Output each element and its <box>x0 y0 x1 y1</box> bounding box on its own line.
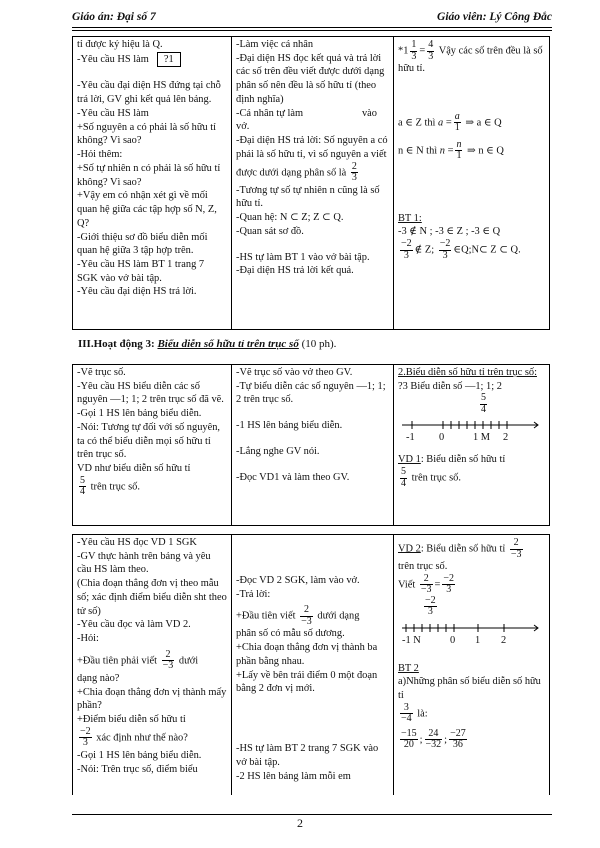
student-column <box>232 535 394 795</box>
fraction: $\frac{2}{3}$ <box>351 160 357 184</box>
point-label: $\frac{-2}{3}$ <box>425 594 436 618</box>
text-line: -Yêu cầu HS làm <box>77 107 149 119</box>
board-column <box>394 37 549 329</box>
text-line: -Nói: Trên trục số, điểm biểu <box>77 763 198 775</box>
text-line: (Chia đoạn thẳng đơn vị theo mẫu số; xác định điểm biểu diễn sht theo tử số) <box>77 578 227 617</box>
teacher-column <box>73 37 232 329</box>
student-column <box>232 365 394 525</box>
math-line: a ∈ Z thì a = $\frac{a}{1}$ ⇒ a ∈ Q <box>398 110 502 134</box>
text-line: -Giới thiệu sơ đồ biểu diễn mối quan hệ giữa 3 tập hợp trên. <box>77 231 208 257</box>
exercise-title: BT 1: <box>398 212 422 224</box>
text-line: -Yêu cầu đại diện HS đứng tại chỗ trả lời, GV ghi kết quả lên bảng. <box>77 80 221 106</box>
text-line: -Yêu cầu HS đọc VD 1 SGK <box>77 537 197 548</box>
page-number: 2 <box>297 816 303 830</box>
text-line: +Chia đoạn thẳng đơn vị thành ba phần bằng nhau. <box>236 642 378 667</box>
text-line: trên trục số. <box>398 561 448 572</box>
board-column <box>394 535 549 795</box>
text-line: -1 HS lên bảng biểu diễn. <box>236 420 343 432</box>
number-line: -1 N 0 1 2 <box>398 620 545 648</box>
text-line: -Đại diện HS trả lời: Số nguyên a có phải là số hữu tỉ, vì số nguyên a viết được dưới dạng phân số là $\frac{2}{3}$ <box>236 135 388 184</box>
point-label: $\frac{5}{4}$ <box>481 392 486 415</box>
text-line: -Nói: Tương tự đối với số nguyên, ta có thể biểu diễn mọi số hữu tỉ trên trục số. <box>77 421 220 461</box>
text-line: $\frac{-2}{3}$ xác định như thế nào? <box>80 725 188 749</box>
exercise-title: BT 2 <box>398 662 419 674</box>
text-line: -Vẽ trục số vào vở theo GV. <box>236 367 353 378</box>
text-line: vở. <box>236 121 250 133</box>
table-activity-3b <box>72 534 550 795</box>
text-line: ?3 Biểu diễn số —1; 1; 2 <box>398 380 502 392</box>
text-line: +Điểm biểu diễn số hữu tỉ <box>77 714 186 726</box>
text-line: tỉ được ký hiệu là Q. <box>77 39 163 50</box>
math-line: $\frac{-2}{3}$ ∉ Z; $\frac{-2}{3}$ ∈Q;N⊂ Z ⊂ Q. <box>401 238 521 261</box>
text-line: -Hỏi thêm: <box>77 149 123 161</box>
board-column <box>394 365 549 525</box>
text-line: +Đầu tiên phải viết $\frac{2}{-3}$ dưới <box>77 648 199 672</box>
subsection-title: 2.Biểu diễn số hữu tỉ trên trục số: <box>398 367 537 378</box>
text-line: +Lấy về bên trái điểm 0 một đoạn bằng 2 đơn vị mới. <box>236 669 378 695</box>
text-line: -Đại diện HS đọc kết quả và trả lời các số trên đều viết được dưới dạng phân số nên đều là số hữu tỉ (theo định nghĩa) <box>236 52 385 105</box>
text-line: -Yêu cầu đọc và làm VD 2. <box>77 619 191 631</box>
math-line: $\frac{-15}{20}$ ; $\frac{24}{-32}$ ; $\frac{-27}{36}$ <box>401 727 466 751</box>
math-line: -3 ∉ N ; -3 ∈ Z ; -3 ∈ Q <box>398 226 501 238</box>
text-line: -Yêu cầu HS làm BT 1 trang 7 SGK vào vở bài tập. <box>77 259 205 284</box>
question-box: ?1 <box>157 52 181 68</box>
teacher-column <box>73 535 232 795</box>
text-line: -Đọc VD 2 SGK, làm vào vở. <box>236 575 360 586</box>
page-header <box>72 10 552 26</box>
footer-rule <box>72 814 552 815</box>
table-activity-3a <box>72 364 550 526</box>
text-line: dạng nào? <box>77 672 120 684</box>
text-line: +Số nguyên a có phải là số hữu tỉ không? Vì sao? <box>77 121 217 147</box>
number-line: -1 0 1 M 2 <box>398 417 545 445</box>
text-line: a)Những phân số biểu diễn số hữu tỉ <box>398 676 541 702</box>
text-line: -Hỏi: <box>77 633 99 645</box>
math-line: Viết $\frac{2}{-3}$ = $\frac{-2}{3}$ <box>398 572 455 596</box>
text-line: -Vẽ trục số. <box>77 367 126 378</box>
text-line: +Số tự nhiên n có phải là số hữu tỉ không? Vì sao? <box>77 162 221 188</box>
text-line: VD như biểu diễn số hữu tỉ <box>77 463 191 475</box>
text-line: -Đọc VD1 và làm theo GV. <box>236 471 350 483</box>
header-rule <box>72 27 552 31</box>
text-line: -Gọi 1 HS lên bảng biểu diễn. <box>77 408 202 420</box>
text-line: -Tự biểu diễn các số nguyên —1; 1; 2 trên trục số. <box>236 380 386 406</box>
text-line: -Quan sát sơ đồ. <box>236 225 304 237</box>
text-line: VD 1: Biểu diễn số hữu tỉ <box>398 454 506 466</box>
student-column <box>232 37 394 329</box>
text-line: -Cá nhân tự làm vào <box>236 107 377 119</box>
header-left: Giáo án: Đại số 7 <box>72 11 156 23</box>
teacher-column <box>73 365 232 525</box>
header-right: Giáo viên: Lý Công Đắc <box>437 11 552 23</box>
math-line: n ∈ N thì n = $\frac{n}{1}$ ⇒ n ∈ Q <box>398 138 504 162</box>
text-line: -HS tự làm BT 1 vào vở bài tập. <box>236 251 370 263</box>
math-line: $\frac{3}{-4}$ là: <box>401 701 428 725</box>
text-line: -Gọi 1 HS lên bảng biểu diễn. <box>77 749 202 761</box>
text-line: +Chia đoạn thẳng đơn vị thành mấy phần? <box>77 686 227 712</box>
text-line: VD 2: Biểu diễn số hữu tỉ $\frac{2}{-3}$ <box>398 537 522 560</box>
text-line: -Trả lời: <box>236 588 271 600</box>
text-line: -Lắng nghe GV nói. <box>236 445 320 457</box>
text-line: -Đại diện HS trả lời kết quả. <box>236 265 354 277</box>
text-line: -Yêu cầu HS biểu diễn các số nguyên —1; 1; 2 trên trục số đã vẽ. <box>77 380 224 406</box>
text-line: -Quan hệ: N ⊂ Z; Z ⊂ Q. <box>236 212 344 224</box>
text-line: -HS tự làm BT 2 trang 7 SGK vào vở bài tập. <box>236 743 379 768</box>
text-line: -Làm việc cá nhân <box>236 39 314 50</box>
text-line: $\frac{5}{4}$ trên trục số. <box>80 474 140 498</box>
text-line: -2 HS lên bảng làm mỗi em <box>236 770 351 782</box>
math-line: *1 $\frac{1}{3}$ = $\frac{4}{3}$ Vậy các số trên đều là số hữu tỉ. <box>398 39 543 74</box>
text-line: +Đầu tiên viết $\frac{2}{-3}$ dưới dạng <box>236 604 360 627</box>
text-line: -Yêu cầu đại diện HS trả lời. <box>77 286 197 298</box>
text-line: -GV thực hành trên bảng và yêu cầu HS làm theo. <box>77 550 211 576</box>
text-line: -Tương tự số tự nhiên n cũng là số hữu tỉ. <box>236 184 380 210</box>
text-line: +Vậy em có nhận xét gì về mối quan hệ giữa các tập hợp số N, Z, Q? <box>77 190 217 229</box>
text-line: $\frac{5}{4}$ trên trục số. <box>401 466 461 489</box>
text-line: phân số có mẫu số dương. <box>236 628 345 640</box>
section-heading: III.Hoạt động 3: Biểu diễn số hữu tỉ trên trục số (10 ph). <box>78 338 337 350</box>
table-activity-2 <box>72 36 550 330</box>
text-line: -Yêu cầu HS làm ?1 <box>77 52 227 68</box>
